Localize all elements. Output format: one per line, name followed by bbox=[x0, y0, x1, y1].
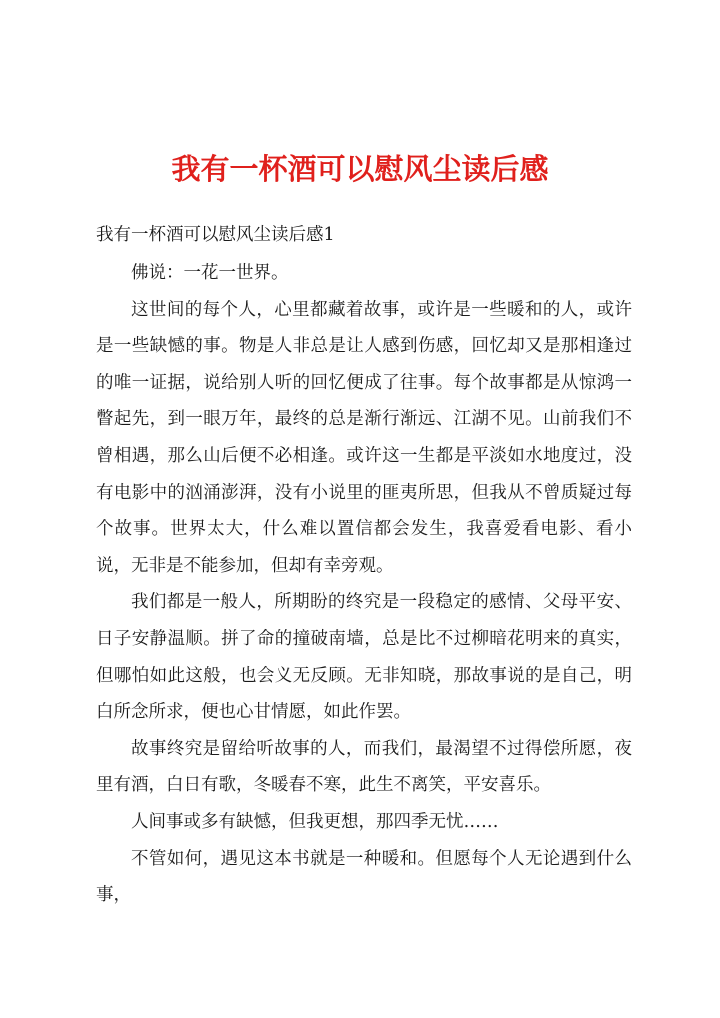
paragraph: 佛说：一花一世界。 bbox=[131, 263, 289, 283]
document-body bbox=[96, 255, 632, 914]
paragraph: 人间事或多有缺憾，但我更想，那四季无忧…… bbox=[131, 811, 499, 832]
document-title: 我有一杯酒可以慰风尘读后感 bbox=[171, 152, 549, 186]
paragraph: 这世间的每个人，心里都藏着故事，或许是一些暖和的人，或许是一些缺憾的事。物是人非总是让人感到伤感，回忆却又是那相逢过的唯一证据，说给别人听的回忆便成了往事。每个故事都是从惊鸿一瞥起先，到一眼万年，最终的总是渐行渐远、江湖不见。山前我们不曾相遇，那么山后便不必相逢。或许这一生都是平淡如水地度过，没有电影中的汹涌澎湃，没有小说里的匪夷所思，但我从不曾质疑过每个故事。世界太大，什么难以置信都会发生，我喜爱看电影、看小说，无非是不能参加，但却有幸旁观。 bbox=[96, 299, 632, 576]
paragraph: 故事终究是留给听故事的人，而我们，最渴望不过得偿所愿，夜里有酒，白日有歌，冬暖春不寒，此生不离笑，平安喜乐。 bbox=[96, 738, 632, 796]
paragraph: 我们都是一般人，所期盼的终究是一段稳定的感情、父母平安、日子安静温顺。拼了命的撞破南墙，总是比不过柳暗花明来的真实，但哪怕如此这般，也会义无反顾。无非知晓，那故事说的是自己，明白所念所求，便也心甘情愿，如此作罢。 bbox=[96, 592, 632, 723]
document-subtitle: 我有一杯酒可以慰风尘读后感1 bbox=[96, 225, 335, 245]
paragraph: 不管如何，遇见这本书就是一种暖和。但愿每个人无论遇到什么事， bbox=[96, 848, 632, 906]
